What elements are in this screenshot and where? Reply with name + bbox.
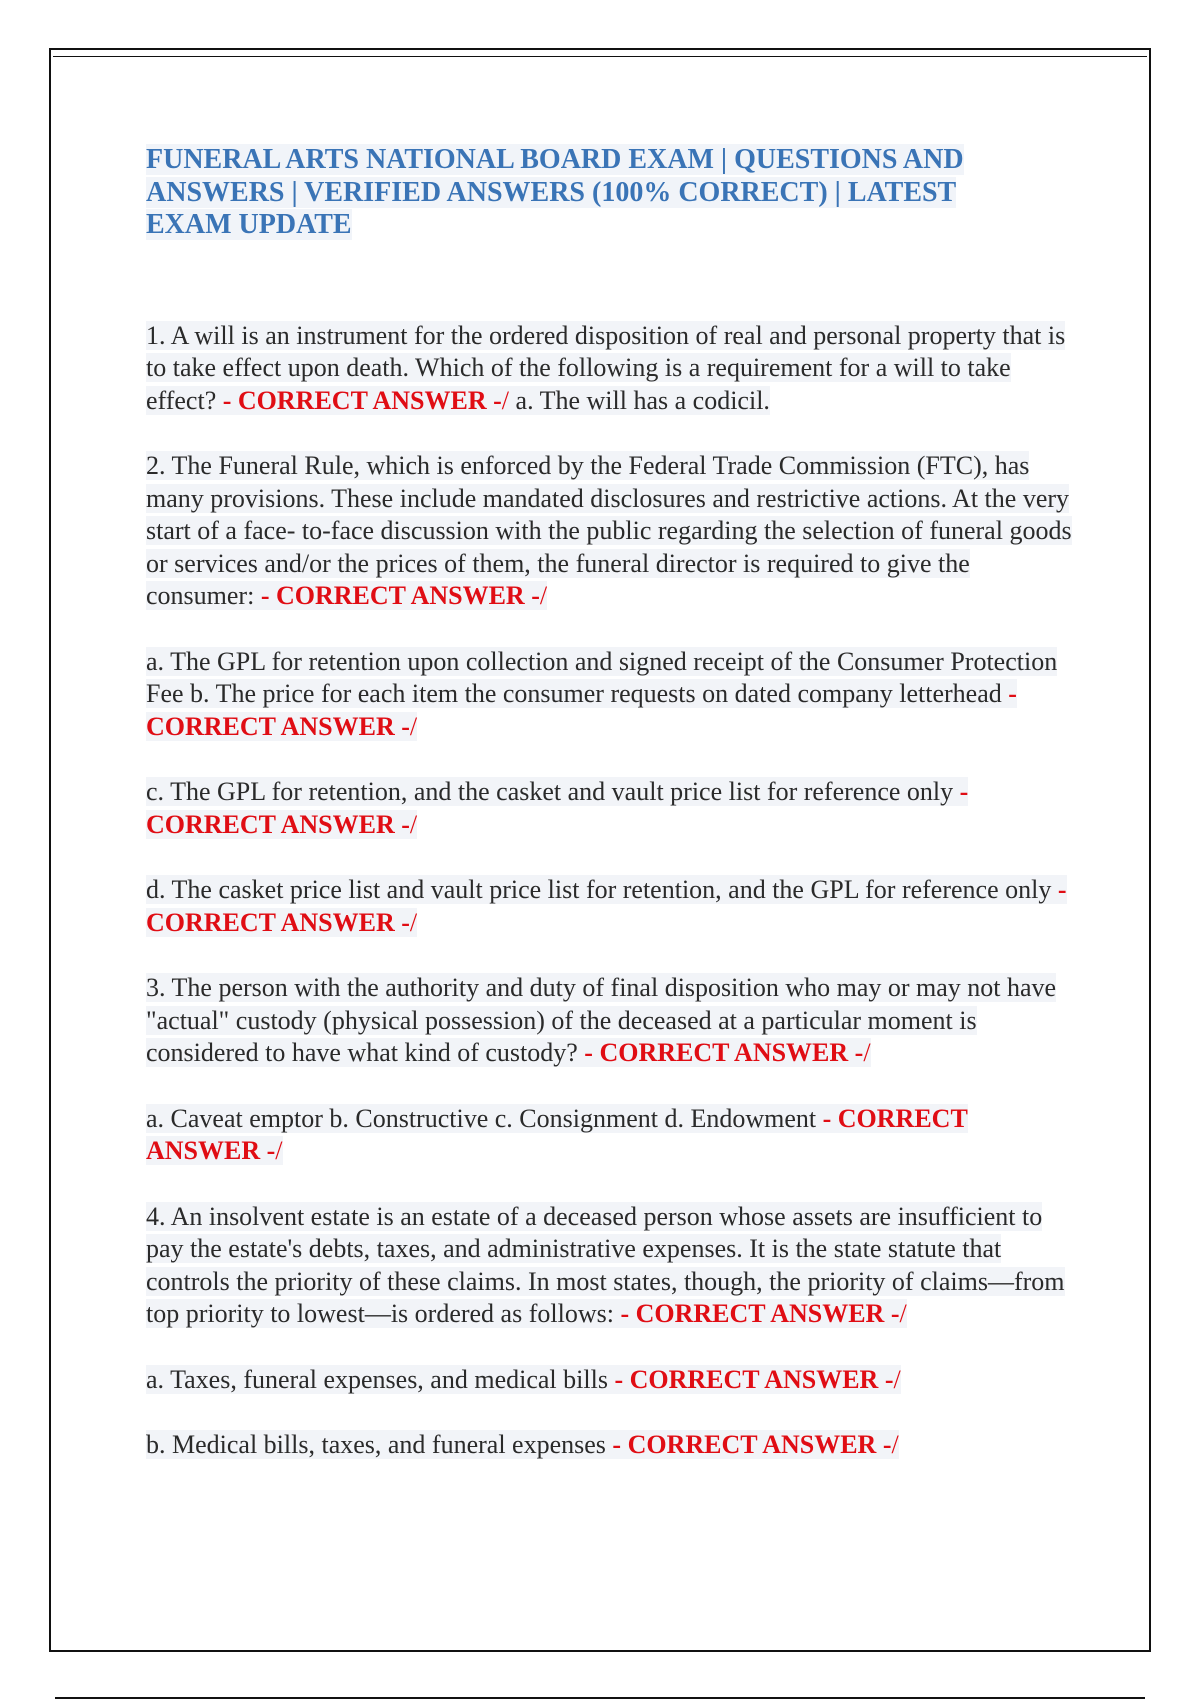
option-text: a. The GPL for retention upon collection and signed receipt of the Consumer Protection Fee b. The price for each item the consumer requests on dated company letterhead — [146, 646, 1058, 708]
correct-answer-label: - CORRECT ANSWER - — [146, 875, 1067, 937]
correct-answer-label: - CORRECT ANSWER - — [146, 679, 1017, 741]
option-text: a. Caveat emptor b. Constructive c. Consignment d. Endowment — [146, 1103, 823, 1133]
question-4-option-a — [146, 1364, 1076, 1397]
question-2-option-d — [146, 874, 1076, 939]
correct-answer-label: - CORRECT ANSWER - — [260, 581, 540, 610]
question-4-text: 4. An insolvent estate is an estate of a deceased person whose assets are insufficient to pay the estate's debts, taxes, and administrative expenses. It is the state statute that controls the priority of these claims. In most states, though, the priority of claims—from top priority to lowest—is ordered as follows: — [146, 1201, 1065, 1328]
question-1-text: 1. A will is an instrument for the ordered disposition of real and personal property that is to take effect upon death. Which of the following is a requirement for a will to take effect? — [146, 320, 1066, 415]
option-text: b. Medical bills, taxes, and funeral expenses — [146, 1430, 613, 1459]
answer-slash: / — [275, 1136, 283, 1165]
correct-answer-label: - CORRECT ANSWER - — [222, 385, 502, 415]
correct-answer-label: - CORRECT ANSWER - — [146, 777, 969, 839]
question-3-options — [146, 1103, 1076, 1168]
answer-slash: / — [863, 1038, 871, 1067]
answer-slash: / — [409, 907, 418, 937]
correct-answer-label: - CORRECT ANSWER - — [620, 1299, 900, 1328]
page-top-rule — [53, 56, 1147, 57]
correct-answer-label: - CORRECT ANSWER - — [614, 1364, 894, 1394]
option-text: d. The casket price list and vault price list for retention, and the GPL for reference only — [146, 875, 1058, 904]
answer-slash: / — [501, 385, 510, 415]
page-bottom-rule — [55, 1697, 1145, 1699]
option-text: c. The GPL for retention, and the casket and vault price list for reference only — [146, 777, 960, 806]
question-3 — [146, 972, 1076, 1070]
answer-slash: / — [891, 1430, 899, 1459]
question-3-text: 3. The person with the authority and duty of final disposition who may or may not have "actual" custody (physical possession) of the deceased at a particular moment is considered to have what kind of custody? — [146, 973, 1057, 1067]
option-text: a. Taxes, funeral expenses, and medical bills — [146, 1364, 615, 1394]
answer-slash: / — [899, 1299, 907, 1328]
correct-answer-label: - CORRECT ANSWER - — [584, 1038, 864, 1067]
question-4-option-b — [146, 1429, 1076, 1462]
question-2 — [146, 450, 1076, 613]
answer-slash: / — [893, 1364, 901, 1394]
answer-slash: / — [539, 581, 548, 610]
question-2-text: 2. The Funeral Rule, which is enforced by the Federal Trade Commission (FTC), has many provisions. These include mandated disclosures and restrictive actions. At the very start of a face- to-face discussion with the public regarding the selection of funeral goods or services and/or the prices of them, the funeral director is required to give the consumer: — [146, 451, 1072, 610]
question-1-answer-text: a. The will has a codicil. — [509, 385, 770, 415]
answer-slash: / — [409, 711, 418, 741]
correct-answer-label: - CORRECT ANSWER - — [612, 1430, 892, 1459]
answer-slash: / — [409, 809, 418, 839]
question-2-option-ab — [146, 646, 1076, 744]
correct-answer-label: - CORRECT ANSWER - — [146, 1103, 968, 1165]
document-title — [146, 144, 1006, 242]
document-title-text: FUNERAL ARTS NATIONAL BOARD EXAM | QUESTIONS AND ANSWERS | VERIFIED ANSWERS (100% CORRECT) | LATEST EXAM UPDATE — [146, 144, 964, 240]
question-1 — [146, 320, 1076, 418]
question-4 — [146, 1201, 1076, 1331]
question-2-option-c — [146, 776, 1076, 841]
document-content — [146, 144, 1076, 1495]
